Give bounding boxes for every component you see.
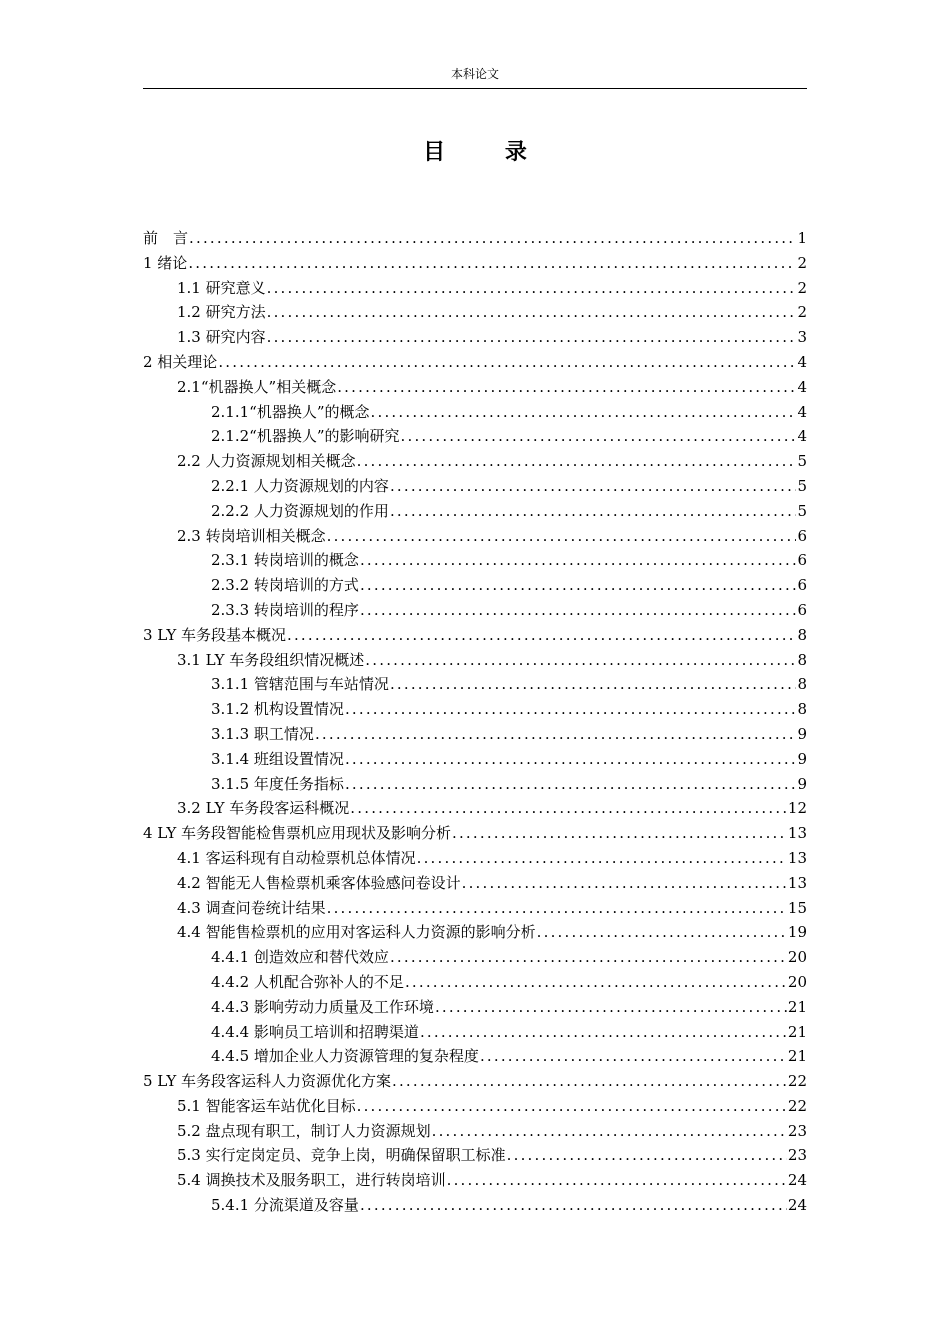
toc-entry[interactable] [143,474,807,499]
toc-dot-leader [371,400,797,425]
toc-entry-title: 5.1 智能客运车站优化目标 [177,1096,356,1115]
toc-entry-title: 3.2 LY 车务段客运科概况 [177,799,350,818]
toc-entry[interactable] [143,871,807,896]
toc-dot-leader [287,623,796,648]
toc-dot-leader [189,226,796,251]
toc-entry-title: 4.1 客运科现有自动检票机总体情况 [177,848,416,867]
toc-entry-page: 13 [787,873,807,892]
toc-entry-page: 23 [787,1121,807,1140]
toc-entry-title: 4.4.4 影响员工培训和招聘渠道 [211,1022,419,1041]
toc-entry-page: 13 [787,848,807,867]
toc-dot-leader [267,325,797,350]
toc-entry[interactable] [143,1044,807,1069]
toc-entry-title: 2.1.1“机器换人”的概念 [211,402,370,421]
toc-entry-title: 3.1.1 管辖范围与车站情况 [211,675,389,694]
toc-entry-page: 4 [797,427,807,446]
toc-entry-page: 21 [787,997,807,1016]
toc-entry-page: 24 [787,1196,807,1215]
toc-dot-leader [267,276,797,301]
toc-entry[interactable] [143,598,807,623]
toc-entry-page: 4 [797,352,807,371]
toc-entry[interactable] [143,400,807,425]
toc-entry-title: 1.2 研究方法 [177,303,266,322]
toc-entry-title: 2.3.2 转岗培训的方式 [211,576,359,595]
toc-title: 目 录 [423,140,553,165]
toc-dot-leader [452,821,787,846]
toc-entry-page: 23 [787,1146,807,1165]
toc-entry-page: 9 [797,724,807,743]
toc-entry[interactable] [143,970,807,995]
toc-entry[interactable] [143,424,807,449]
toc-entry-page: 22 [787,1072,807,1091]
toc-entry[interactable] [143,325,807,350]
toc-entry[interactable] [143,1193,807,1218]
toc-dot-leader [390,474,797,499]
toc-entry[interactable] [143,945,807,970]
toc-entry-page: 4 [797,377,807,396]
toc-entry-title: 2.2.1 人力资源规划的内容 [211,476,389,495]
toc-entry[interactable] [143,821,807,846]
toc-entry-page: 9 [797,749,807,768]
toc-entry-page: 5 [797,452,807,471]
toc-entry-title: 2.3 转岗培训相关概念 [177,526,326,545]
toc-entry-page: 6 [797,551,807,570]
toc-entry[interactable] [143,747,807,772]
toc-entry-title: 5 LY 车务段客运科人力资源优化方案 [143,1072,391,1091]
toc-dot-leader [537,920,787,945]
toc-entry-title: 4.3 调查问卷统计结果 [177,898,326,917]
toc-dot-leader [357,449,797,474]
toc-entry-title: 5.2 盘点现有职工，制订人力资源规划 [177,1121,431,1140]
toc-entry-title: 2.1.2“机器换人”的影响研究 [211,427,400,446]
toc-entry-page: 8 [797,650,807,669]
toc-entry[interactable] [143,226,807,251]
toc-dot-leader [360,548,797,573]
toc-entry-title: 4.4.5 增加企业人力资源管理的复杂程度 [211,1047,479,1066]
toc-dot-leader [327,896,787,921]
toc-dot-leader [350,796,787,821]
toc-entry[interactable] [143,1143,807,1168]
toc-entry-page: 6 [797,600,807,619]
toc-entry-page: 3 [797,328,807,347]
toc-entry-page: 2 [797,278,807,297]
toc-entry[interactable] [143,846,807,871]
toc-entry-title: 2.2.2 人力资源规划的作用 [211,501,389,520]
toc-dot-leader [218,350,796,375]
toc-dot-leader [462,871,787,896]
toc-entry-title: 5.4 调换技术及服务职工，进行转岗培训 [177,1171,446,1190]
toc-entry[interactable] [143,796,807,821]
toc-dot-leader [447,1168,787,1193]
toc-entry-page: 24 [787,1171,807,1190]
toc-entry-title: 2 相关理论 [143,352,218,371]
toc-entry[interactable] [143,672,807,697]
toc-dot-leader [420,1020,787,1045]
toc-entry-page: 5 [797,501,807,520]
toc-entry-page: 12 [787,799,807,818]
toc-entry-title: 2.3.1 转岗培训的概念 [211,551,359,570]
toc-dot-leader [188,251,796,276]
toc-entry-page: 2 [797,253,807,272]
toc-entry-page: 9 [797,774,807,793]
toc-entry-title: 3 LY 车务段基本概况 [143,625,286,644]
toc-entry[interactable] [143,375,807,400]
toc-entry-title: 5.4.1 分流渠道及容量 [211,1196,359,1215]
toc-entry-title: 4.4 智能售检票机的应用对客运科人力资源的影响分析 [177,923,536,942]
toc-dot-leader [390,945,787,970]
toc-entry-title: 4.2 智能无人售检票机乘客体验感问卷设计 [177,873,461,892]
toc-entry-page: 19 [787,923,807,942]
toc-dot-leader [507,1143,787,1168]
toc-entry-page: 8 [797,675,807,694]
toc-entry[interactable] [143,1119,807,1144]
toc-entry[interactable] [143,548,807,573]
toc-entry[interactable] [143,276,807,301]
toc-dot-leader [365,648,796,673]
toc-entry-title: 1.1 研究意义 [177,278,266,297]
toc-dot-leader [337,375,796,400]
toc-dot-leader [360,573,797,598]
toc-entry-page: 15 [787,898,807,917]
toc-dot-leader [392,1069,787,1094]
toc-entry[interactable] [143,772,807,797]
toc-dot-leader [345,697,797,722]
toc-entry[interactable] [143,896,807,921]
toc-entry[interactable] [143,920,807,945]
toc-dot-leader [390,672,797,697]
toc-entry-title: 3.1.4 班组设置情况 [211,749,344,768]
toc-entry-title: 3.1.5 年度任务指标 [211,774,344,793]
toc-entry-page: 8 [797,625,807,644]
toc-entry-page: 2 [797,303,807,322]
toc-entry-title: 1.3 研究内容 [177,328,266,347]
toc-dot-leader [417,846,787,871]
toc-entry[interactable] [143,623,807,648]
toc-entry-title: 4.4.3 影响劳动力质量及工作环境 [211,997,434,1016]
toc-entry-title: 2.2 人力资源规划相关概念 [177,452,356,471]
toc-dot-leader [345,772,797,797]
toc-dot-leader [315,722,797,747]
toc-dot-leader [432,1119,787,1144]
toc-entry-title: 前 言 [143,229,189,247]
toc-entry-page: 21 [787,1047,807,1066]
toc-entry-title: 2.3.3 转岗培训的程序 [211,600,359,619]
toc-dot-leader [480,1044,787,1069]
toc-entry-page: 8 [797,700,807,719]
toc-dot-leader [390,499,797,524]
toc-entry[interactable] [143,350,807,375]
toc-entry-title: 3.1.2 机构设置情况 [211,700,344,719]
toc-entry[interactable] [143,722,807,747]
toc-dot-leader [435,995,787,1020]
toc-entry-page: 21 [787,1022,807,1041]
toc-dot-leader [345,747,797,772]
toc-entry-page: 6 [797,526,807,545]
toc-entry[interactable] [143,1094,807,1119]
toc-dot-leader [360,1193,787,1218]
toc-entry-title: 1 绪论 [143,253,188,272]
toc-dot-leader [401,424,797,449]
toc-entry-title: 2.1“机器换人”相关概念 [177,377,337,396]
toc-entry[interactable] [143,995,807,1020]
toc-entry-title: 4.4.2 人机配合弥补人的不足 [211,972,404,991]
toc-entry-page: 5 [797,476,807,495]
toc-entry[interactable] [143,1069,807,1094]
toc-entry-page: 20 [787,972,807,991]
toc-entry[interactable] [143,648,807,673]
toc-entry[interactable] [143,251,807,276]
toc-entry[interactable] [143,524,807,549]
table-of-contents [143,226,807,1218]
toc-entry[interactable] [143,573,807,598]
toc-dot-leader [357,1094,787,1119]
toc-dot-leader [267,300,797,325]
toc-entry-page: 20 [787,948,807,967]
toc-entry-title: 5.3 实行定岗定员、竞争上岗，明确保留职工标准 [177,1146,506,1165]
page-header [143,66,807,89]
toc-entry[interactable] [143,1168,807,1193]
toc-entry-title: 3.1.3 职工情况 [211,724,314,743]
toc-entry-title: 3.1 LY 车务段组织情况概述 [177,650,365,669]
toc-dot-leader [327,524,797,549]
toc-entry-page: 1 [797,229,807,247]
toc-entry[interactable] [143,300,807,325]
toc-dot-leader [360,598,797,623]
toc-entry-page: 4 [797,402,807,421]
toc-entry[interactable] [143,1020,807,1045]
toc-entry[interactable] [143,499,807,524]
toc-entry[interactable] [143,449,807,474]
toc-entry-title: 4 LY 车务段智能检售票机应用现状及影响分析 [143,824,451,843]
header-text: 本科论文 [450,67,499,81]
toc-entry-page: 6 [797,576,807,595]
toc-entry-page: 22 [787,1096,807,1115]
toc-entry-title: 4.4.1 创造效应和替代效应 [211,948,389,967]
toc-entry[interactable] [143,697,807,722]
toc-entry-page: 13 [787,824,807,843]
toc-dot-leader [405,970,787,995]
